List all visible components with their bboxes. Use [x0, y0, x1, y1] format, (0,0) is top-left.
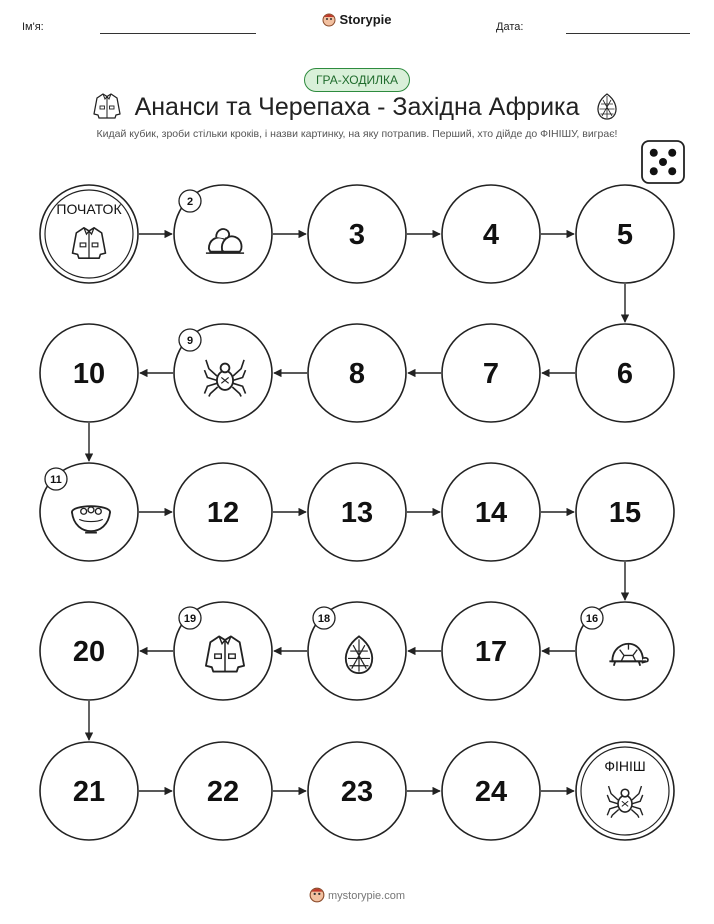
game-type-badge: ГРА-ХОДИЛКА — [304, 68, 410, 92]
brand-name: Storypie — [339, 12, 392, 27]
board-cell-15[interactable] — [576, 463, 674, 561]
cell-number: 23 — [340, 776, 374, 808]
cell-number: 5 — [616, 219, 634, 251]
board-cell-7[interactable] — [442, 324, 540, 422]
board-cell-24[interactable] — [442, 742, 540, 840]
footer-url[interactable]: mystorypie.com — [327, 890, 406, 902]
cell-number: 18 — [317, 613, 331, 625]
cell-number: 15 — [608, 497, 642, 529]
jacket-icon — [206, 636, 244, 671]
footer — [0, 887, 714, 903]
page-title: Ананси та Черепаха - Західна Африка — [134, 93, 580, 121]
board-cell-5[interactable] — [576, 185, 674, 283]
finish-label: ФІНІШ — [604, 758, 646, 774]
board-cell-23[interactable] — [308, 742, 406, 840]
storypie-mascot-icon — [309, 887, 325, 903]
board-cell-8[interactable] — [308, 324, 406, 422]
instructions-text: Кидай кубик, зроби стільки кроків, і назви картинку, на яку потрапив. Перший, хто дійде до ФІНІШУ, виграє! — [96, 128, 618, 140]
board-cell-22[interactable] — [174, 742, 272, 840]
cell-number: 12 — [206, 497, 240, 529]
board-cell-4[interactable] — [442, 185, 540, 283]
cell-number: 2 — [186, 196, 194, 208]
board-cell-12[interactable] — [174, 463, 272, 561]
cell-number: 21 — [72, 776, 106, 808]
board-cell-6[interactable] — [576, 324, 674, 422]
jacket-icon — [73, 228, 106, 258]
name-label: Ім'я: — [22, 21, 44, 33]
cell-number: 4 — [482, 219, 500, 251]
cell-number: 22 — [206, 776, 240, 808]
cell-number: 24 — [474, 776, 508, 808]
board-cell-3[interactable] — [308, 185, 406, 283]
board-cell-10[interactable] — [40, 324, 138, 422]
cell-number: 8 — [348, 358, 366, 390]
cell-number: 3 — [348, 219, 366, 251]
cell-number: 17 — [474, 636, 508, 668]
cell-number: 19 — [183, 613, 197, 625]
dice-icon — [642, 141, 684, 183]
cell-number: 7 — [482, 358, 500, 390]
board-cell-20[interactable] — [40, 602, 138, 700]
board-cell-21[interactable] — [40, 742, 138, 840]
board-cell-14[interactable] — [442, 463, 540, 561]
board-cell-13[interactable] — [308, 463, 406, 561]
cell-number: 9 — [186, 335, 194, 347]
cell-number: 16 — [585, 613, 599, 625]
cell-number: 14 — [474, 497, 508, 529]
start-label: ПОЧАТОК — [56, 201, 122, 217]
cell-number: 6 — [616, 358, 634, 390]
cell-number: 11 — [50, 474, 62, 486]
cell-number: 13 — [340, 497, 374, 529]
cell-number: 10 — [72, 358, 106, 390]
board-cell-17[interactable] — [442, 602, 540, 700]
date-label: Дата: — [496, 21, 524, 33]
cell-number: 20 — [72, 636, 106, 668]
